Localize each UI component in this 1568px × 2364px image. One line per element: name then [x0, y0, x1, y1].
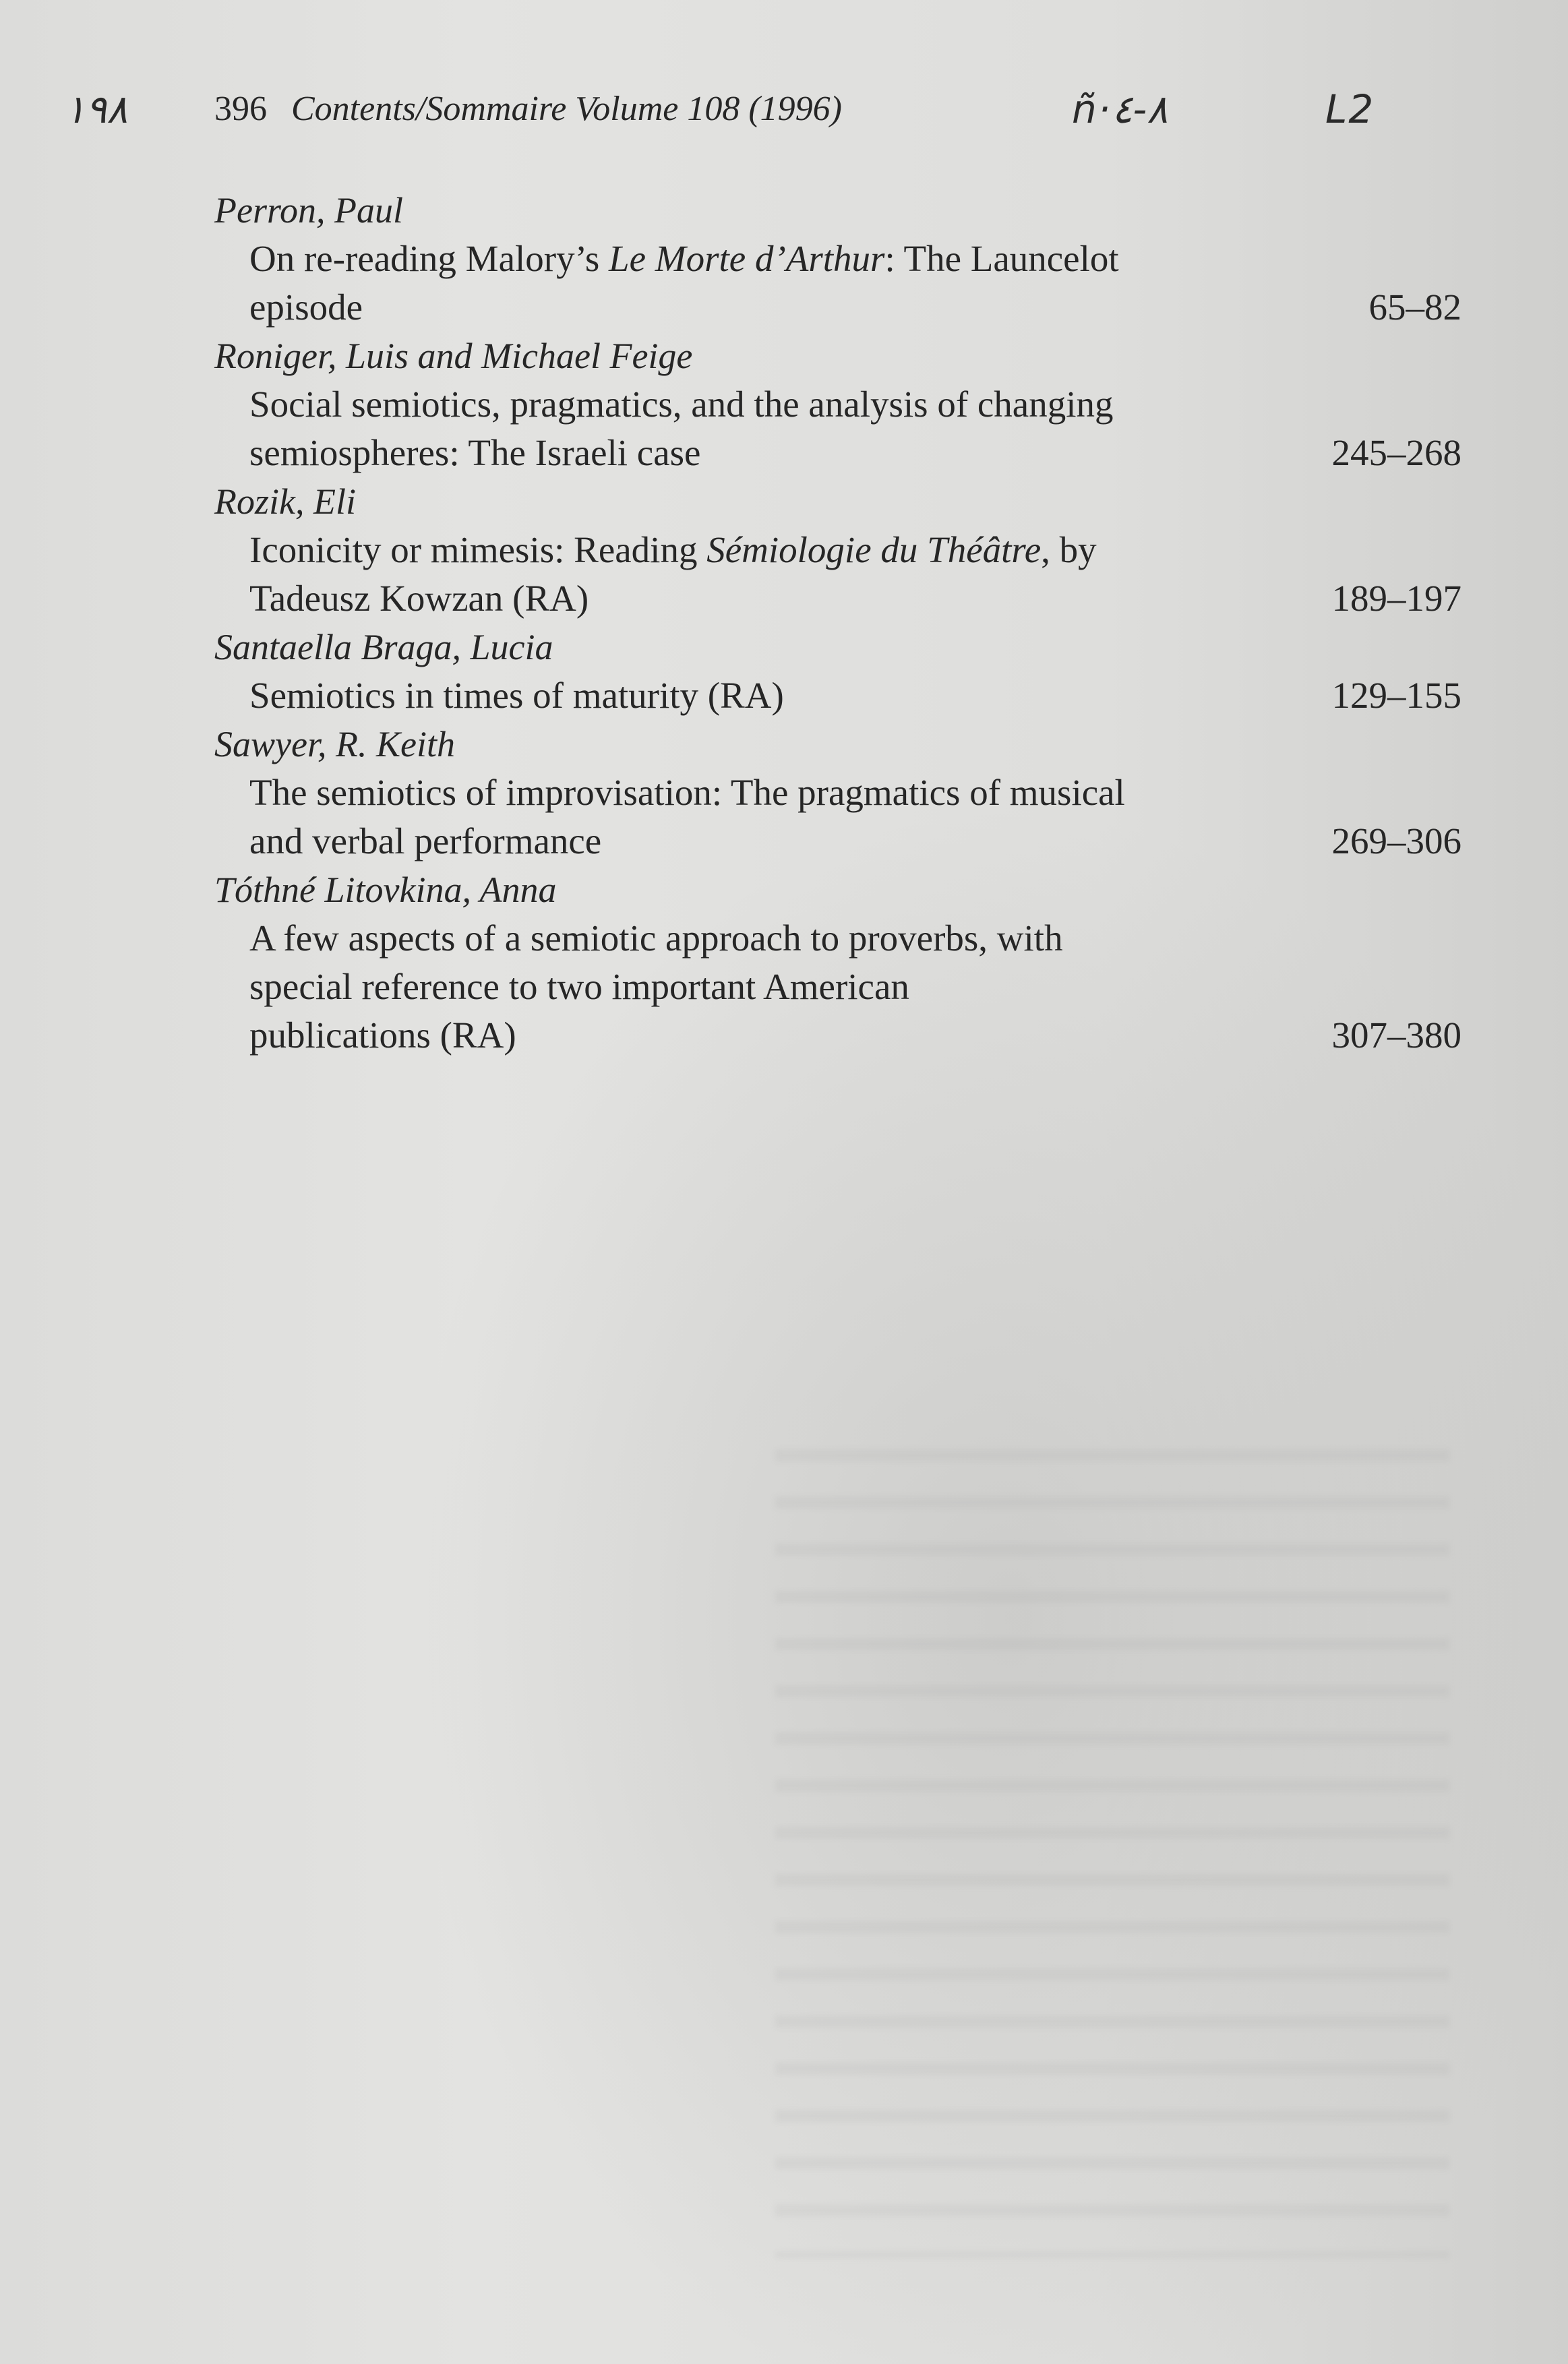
entry-author: Santaella Braga, Lucia	[214, 627, 553, 667]
entry-title-line	[214, 671, 1461, 720]
contents-entry	[214, 332, 1461, 477]
entry-title-line	[214, 526, 1461, 574]
title-text: special reference to two important American	[249, 966, 909, 1007]
title-text: : The Launcelot	[884, 238, 1119, 279]
entry-title-line	[214, 574, 1461, 623]
entry-title-line	[214, 1011, 1461, 1060]
title-text: semiospheres: The Israeli case	[249, 432, 701, 473]
entry-author: Rozik, Eli	[214, 481, 356, 522]
contents-entry	[214, 477, 1461, 623]
page-number: 396	[214, 90, 267, 128]
contents-entry	[214, 623, 1461, 720]
handwritten-note-left: ١٩٨	[65, 86, 128, 132]
entry-author: Sawyer, R. Keith	[214, 724, 455, 764]
entry-page-range: 269–306	[1331, 820, 1461, 861]
title-text: The semiotics of improvisation: The pragmatics of musical	[249, 772, 1125, 813]
journal-title: Contents/Sommaire Volume 108 (1996)	[291, 90, 842, 128]
entry-title-line	[214, 235, 1461, 283]
running-header	[214, 89, 842, 129]
title-text: Social semiotics, pragmatics, and the analysis of changing	[249, 384, 1114, 425]
entry-title-line	[214, 429, 1461, 477]
entry-title-line	[214, 380, 1461, 429]
title-text: Iconicity or mimesis: Reading	[249, 529, 707, 570]
entry-author: Roniger, Luis and Michael Feige	[214, 336, 693, 376]
entry-page-range: 245–268	[1331, 432, 1461, 473]
title-text: Semiotics in times of maturity (RA)	[249, 675, 784, 716]
title-text: , by	[1041, 529, 1097, 570]
contents-list	[214, 186, 1461, 1060]
entry-title-line	[214, 817, 1461, 866]
entry-title-line	[214, 283, 1461, 332]
entry-page-range: 65–82	[1368, 286, 1461, 328]
entry-page-range: 189–197	[1331, 578, 1461, 619]
contents-entry	[214, 720, 1461, 866]
title-text: Tadeusz Kowzan (RA)	[249, 578, 589, 619]
entry-title-line	[214, 768, 1461, 817]
title-text: A few aspects of a semiotic approach to proverbs, with	[249, 917, 1063, 959]
entry-page-range: 129–155	[1331, 675, 1461, 716]
entry-author: Tóthné Litovkina, Anna	[214, 870, 557, 910]
entry-title-line	[214, 914, 1461, 963]
handwritten-note-middle: ñ·٨-٤	[1072, 86, 1168, 132]
entry-title-line	[214, 963, 1461, 1011]
title-text: publications (RA)	[249, 1014, 516, 1056]
contents-entry	[214, 866, 1461, 1060]
title-text: and verbal performance	[249, 820, 602, 861]
contents-entry	[214, 186, 1461, 332]
bleed-through-text	[775, 1449, 1449, 2258]
title-text: On re-reading Malory’s	[249, 238, 609, 279]
title-italic-text: Le Morte d’Arthur	[609, 238, 885, 279]
title-italic-text: Sémiologie du Théâtre	[706, 529, 1042, 570]
entry-author: Perron, Paul	[214, 190, 403, 231]
title-text: episode	[249, 286, 363, 328]
entry-page-range: 307–380	[1331, 1014, 1461, 1056]
handwritten-note-right: L2	[1325, 86, 1375, 132]
